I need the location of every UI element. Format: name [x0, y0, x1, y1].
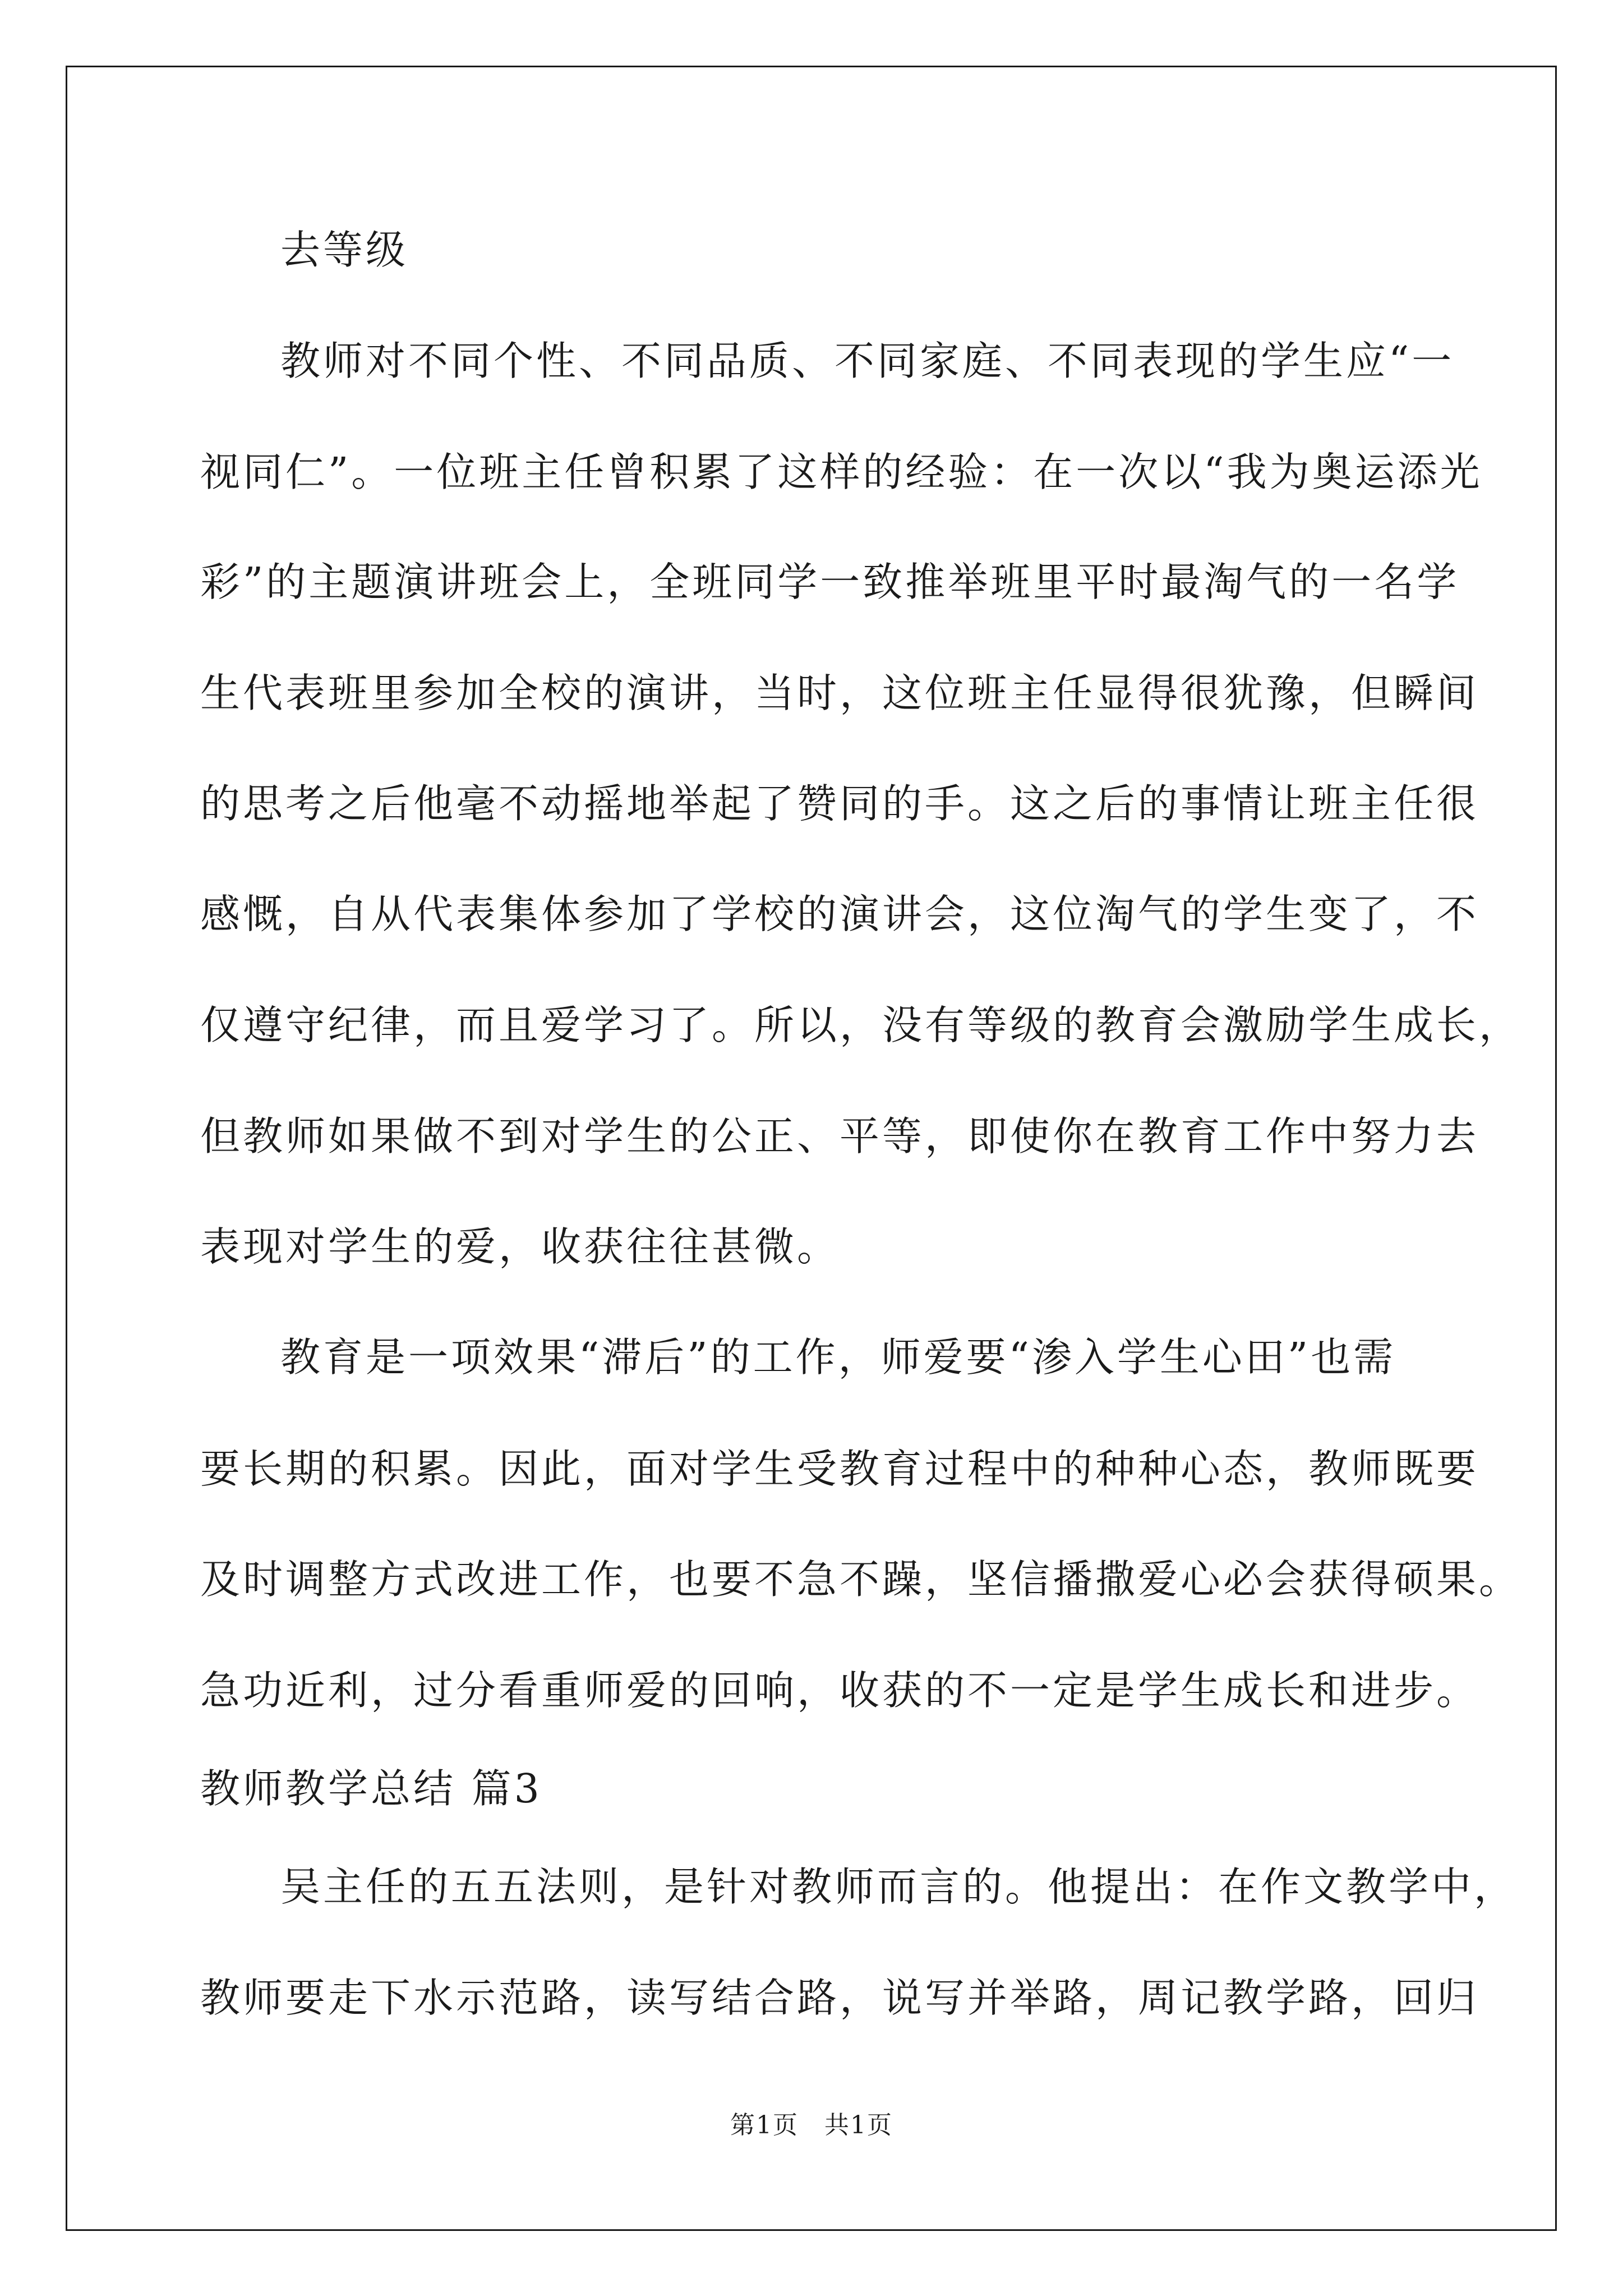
- paragraph-line: 教师对不同个性、不同品质、不同家庭、不同表现的学生应“一: [280, 338, 1455, 384]
- paragraph-line: 的思考之后他毫不动摇地举起了赞同的手。这之后的事情让班主任很: [200, 780, 1479, 827]
- paragraph-line: 生代表班里参加全校的演讲，当时，这位班主任显得很犹豫，但瞬间: [200, 670, 1479, 716]
- paragraph-line: 但教师如果做不到对学生的公正、平等，即使你在教育工作中努力去: [200, 1113, 1479, 1159]
- paragraph-line: 视同仁”。一位班主任曾积累了这样的经验：在一次以“我为奥运添光: [200, 449, 1483, 495]
- paragraph-line: 仅遵守纪律，而且爱学习了。所以，没有等级的教育会激励学生成长，: [200, 1002, 1522, 1048]
- paragraph-line: 教育是一项效果“滞后”的工作，师爱要“渗入学生心田”也需: [280, 1334, 1396, 1381]
- paragraph-line: 要长期的积累。因此，面对学生受教育过程中的种种心态，教师既要: [200, 1446, 1479, 1492]
- section-heading-line: 去等级: [280, 227, 409, 273]
- paragraph-line: 吴主任的五五法则，是针对教师而言的。他提出：在作文教学中，: [280, 1864, 1517, 1910]
- page-footer: 第1页 共1页: [730, 2111, 893, 2139]
- paragraph-line: 感慨，自从代表集体参加了学校的演讲会，这位淘气的学生变了，不: [200, 891, 1479, 937]
- paragraph-line: 教师要走下水示范路，读写结合路，说写并举路，周记教学路，回归: [200, 1975, 1479, 2021]
- paragraph-line: 及时调整方式改进工作，也要不急不躁，坚信播撒爱心必会获得硕果。: [200, 1556, 1522, 1603]
- paragraph-line: 彩”的主题演讲班会上，全班同学一致推举班里平时最淘气的一名学: [200, 559, 1460, 605]
- paragraph-line: 急功近利，过分看重师爱的回响，收获的不一定是学生成长和进步。: [200, 1667, 1479, 1714]
- section-title: 教师教学总结 篇3: [200, 1765, 542, 1812]
- paragraph-line: 表现对学生的爱，收获往往甚微。: [200, 1223, 840, 1270]
